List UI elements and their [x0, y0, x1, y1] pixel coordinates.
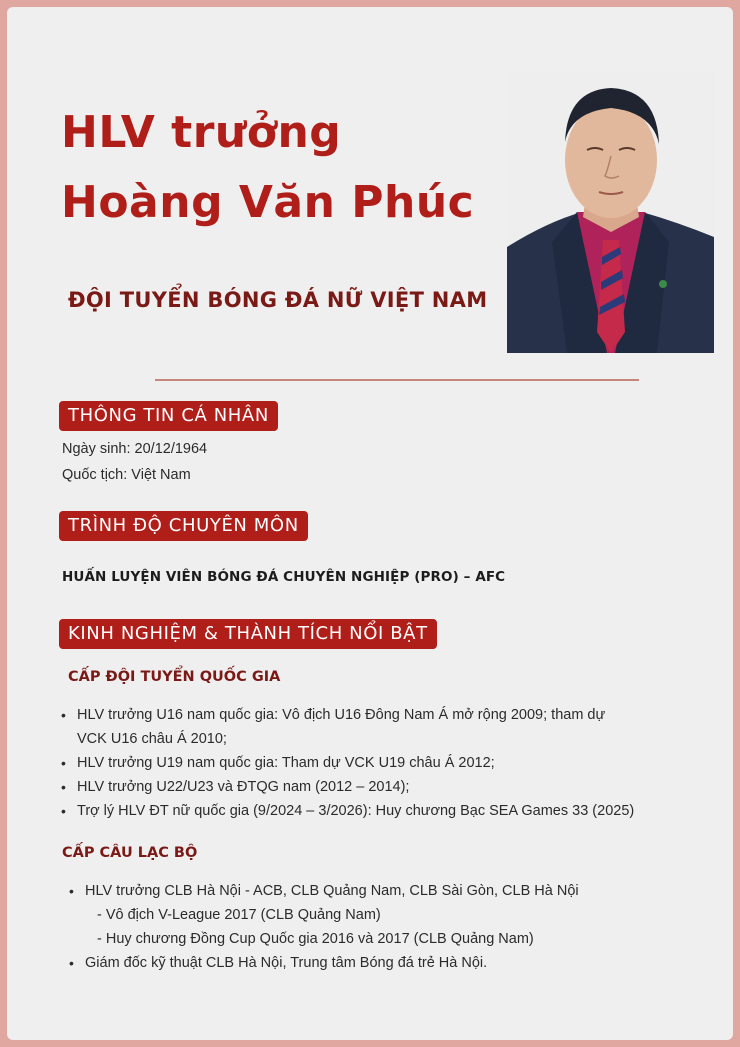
- list-item: • HLV trưởng U22/U23 và ĐTQG nam (2012 – 2014);: [77, 775, 634, 799]
- nationality: Quốc tịch: Việt Nam: [62, 467, 191, 483]
- title-line-1: HLV trưởng: [61, 107, 342, 158]
- bullet-icon: •: [61, 803, 66, 819]
- profile-card: [7, 7, 733, 1040]
- section-badge-personal: THÔNG TIN CÁ NHÂN: [59, 401, 278, 431]
- national-team-list: [61, 703, 635, 823]
- qualification-value: HUẤN LUYỆN VIÊN BÓNG ĐÁ CHUYÊN NGHIỆP (PRO) – AFC: [62, 569, 506, 585]
- team-name: ĐỘI TUYỂN BÓNG ĐÁ NỮ VIỆT NAM: [68, 288, 488, 312]
- birth-date: Ngày sinh: 20/12/1964: [62, 441, 208, 457]
- list-item: • HLV trưởng CLB Hà Nội - ACB, CLB Quảng Nam, CLB Sài Gòn, CLB Hà Nội - Vô địch V-League 2017 (CLB Quảng Nam) - Huy chương Đồng Cup Quốc gia 2016 và 2017 (CLB Quảng Nam): [85, 879, 579, 951]
- bullet-icon: •: [69, 883, 74, 899]
- list-item: • HLV trưởng U16 nam quốc gia: Vô địch U16 Đông Nam Á mở rộng 2009; tham dự VCK U16 châu Á 2010;: [77, 703, 634, 751]
- bullet-icon: •: [61, 707, 66, 723]
- club-list: [69, 879, 579, 975]
- section-badge-qualification: TRÌNH ĐỘ CHUYÊN MÔN: [59, 511, 308, 541]
- portrait-photo: [507, 72, 714, 353]
- section-badge-experience: KINH NGHIỆM & THÀNH TÍCH NỔI BẬT: [59, 619, 437, 649]
- portrait-illustration: [507, 72, 714, 353]
- bullet-icon: •: [61, 779, 66, 795]
- divider-line: [155, 379, 639, 381]
- subheading-national-team: CẤP ĐỘI TUYỂN QUỐC GIA: [68, 669, 281, 685]
- list-item: • Giám đốc kỹ thuật CLB Hà Nội, Trung tâm Bóng đá trẻ Hà Nội.: [85, 951, 579, 975]
- bullet-icon: •: [61, 755, 66, 771]
- subheading-club: CẤP CÂU LẠC BỘ: [62, 845, 198, 861]
- list-item: • HLV trưởng U19 nam quốc gia: Tham dự VCK U19 châu Á 2012;: [77, 751, 634, 775]
- title-line-2: Hoàng Văn Phúc: [61, 177, 475, 228]
- list-item: • Trợ lý HLV ĐT nữ quốc gia (9/2024 – 3/2026): Huy chương Bạc SEA Games 33 (2025): [77, 799, 634, 823]
- bullet-icon: •: [69, 955, 74, 971]
